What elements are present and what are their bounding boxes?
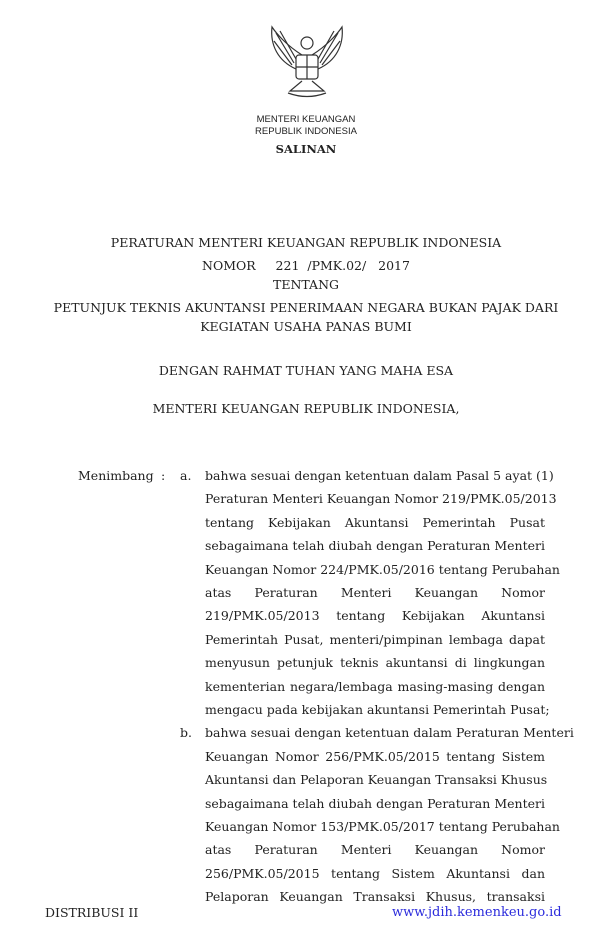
preamble: DENGAN RAHMAT TUHAN YANG MAHA ESA [158, 363, 454, 378]
item-line: tentang Kebijakan Akuntansi Pemerintah Pusat [205, 514, 545, 530]
item-line: Keuangan Nomor 153/PMK.05/2017 tentang Perubahan [205, 819, 560, 834]
issuer-line-2: REPUBLIK INDONESIA [255, 126, 357, 137]
item-line: Pelaporan Keuangan Transaksi Khusus, transaksi [205, 889, 545, 905]
item-line: 219/PMK.05/2013 tentang Kebijakan Akuntansi [205, 608, 545, 624]
item-line: kementerian negara/lembaga masing-masing dengan [205, 678, 545, 694]
item-marker: a. [180, 468, 192, 483]
minister-line: MENTERI KEUANGAN REPUBLIK INDONESIA, [152, 401, 460, 416]
item-line: atas Peraturan Menteri Keuangan Nomor [205, 585, 545, 600]
issuer-line-1: MENTERI KEUANGAN [256, 114, 356, 125]
item-line: Peraturan Menteri Keuangan Nomor 219/PMK.05/2013 [205, 491, 557, 507]
garuda-emblem-icon [266, 25, 348, 100]
item-line: 256/PMK.05/2015 tentang Sistem Akuntansi dan [205, 865, 545, 881]
item-line: atas Peraturan Menteri Keuangan Nomor [205, 842, 545, 858]
item-line: Keuangan Nomor 224/PMK.05/2016 tentang Perubahan [205, 561, 560, 577]
item-line: sebagaimana telah diubah dengan Peraturan Menteri [205, 538, 545, 554]
item-marker: b. [180, 725, 192, 741]
regulation-title: PERATURAN MENTERI KEUANGAN REPUBLIK INDONESIA [110, 235, 502, 250]
item-line: bahwa sesuai dengan ketentuan dalam Pasal 5 ayat (1) [205, 468, 554, 483]
distribution-label: DISTRIBUSI II [45, 905, 139, 920]
item-line: menyusun petunjuk teknis akuntansi di lingkungan [205, 655, 545, 671]
item-line: Pemerintah Pusat, menteri/pimpinan lembaga dapat [205, 631, 545, 647]
regulation-number: NOMOR 221 /PMK.02/ 2017 [202, 258, 410, 273]
subject-line-2: KEGIATAN USAHA PANAS BUMI [200, 319, 412, 334]
salinan-label: SALINAN [275, 142, 337, 156]
item-line: sebagaimana telah diubah dengan Peraturan Menteri [205, 795, 545, 811]
jdih-link[interactable]: www.jdih.kemenkeu.go.id [392, 905, 562, 920]
menimbang-colon: : [161, 468, 166, 483]
tentang-label: TENTANG [272, 277, 339, 292]
item-line: bahwa sesuai dengan ketentuan dalam Peraturan Menteri [205, 725, 574, 741]
item-line: Keuangan Nomor 256/PMK.05/2015 tentang Sistem [205, 748, 545, 764]
menimbang-label: Menimbang [78, 468, 154, 483]
item-line: Akuntansi dan Pelaporan Keuangan Transaksi Khusus [205, 772, 548, 788]
subject-line-1: PETUNJUK TEKNIS AKUNTANSI PENERIMAAN NEGARA BUKAN PAJAK DARI [53, 300, 559, 315]
item-line: mengacu pada kebijakan akuntansi Pemerintah Pusat; [205, 702, 550, 717]
